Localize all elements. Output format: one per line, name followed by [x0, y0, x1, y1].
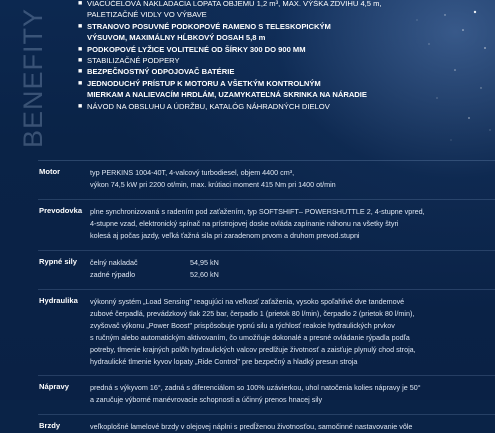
- spec-line: predná s výkyvom 16°, zadná s diferenciálom so 100% uzávierkou, uhol natočenia kolies nápravy je 50°: [90, 383, 421, 392]
- spec-label-napravy: Nápravy: [39, 382, 69, 391]
- spec-line: s ručným alebo automatickým aktivovaním, čo umožňuje dokonalé a presné ovládanie rýpadla podľa: [90, 333, 410, 342]
- bullet-icon: ■: [78, 0, 83, 7]
- spec-line: výkonný systém „Load Sensing" reagujúci na veľkosť zaťaženia, vysoko spoľahlivé dve tandemové: [90, 297, 405, 306]
- benefit-line: STABILIZAČNÉ PODPERY: [87, 56, 180, 66]
- benefit-line: VÝSUVOM, MAXIMÁLNY HĹBKOVÝ DOSAH 5,8 m: [87, 33, 266, 43]
- spec-label-prevodovka: Prevodovka: [39, 206, 83, 215]
- bullet-icon: ■: [78, 57, 83, 65]
- spec-line: výkon 74,5 kW pri 2200 ot/min, max. krútiaci moment 415 Nm pri 1400 ot/min: [90, 180, 336, 189]
- benefits-section-title: BENEFITY: [18, 7, 48, 148]
- benefit-item: [78, 21, 382, 44]
- benefit-line: PALETIZAČNÉ VIDLY VO VÝBAVE: [87, 10, 207, 20]
- benefit-line: STRANOVO POSUVNÉ PODKOPOVÉ RAMENO S TELESKOPICKÝM: [87, 21, 331, 31]
- spec-text-motor: [90, 167, 490, 191]
- bullet-icon: ■: [78, 102, 83, 110]
- benefit-line: NÁVOD NA OBSLUHU A ÚDRŽBU, KATALÓG NÁHRADNÝCH DIELOV: [87, 101, 330, 111]
- force-value: 54,95 kN: [190, 258, 219, 267]
- spec-text-prevodovka: [90, 206, 490, 242]
- force-value: 52,60 kN: [190, 270, 219, 279]
- benefit-line: MIERKAM A NALIEVACÍM HRDLÁM, UZAMYKATEĽNÁ SKRINKA NA NÁRADIE: [87, 90, 367, 100]
- spec-line: 4-stupne vzad, elektronický spínač na prístrojovej doske ovláda zapínanie náhonu na všetky štyri: [90, 219, 399, 228]
- bullet-icon: ■: [78, 79, 83, 87]
- spec-divider: [38, 250, 495, 251]
- spec-line: kolesá aj počas jazdy, veľká ťažná sila pri zaradenom prvom a druhom prevod.stupni: [90, 231, 360, 240]
- spec-label-hydraulika: Hydraulika: [39, 296, 78, 305]
- bullet-icon: ■: [78, 45, 83, 53]
- benefit-item: [78, 0, 382, 21]
- spec-label-rypne-sily: Rypné sily: [39, 257, 77, 266]
- benefit-line: PODKOPOVÉ LYŽICE VOLITEĽNÉ OD ŠÍRKY 300 DO 900 MM: [87, 44, 306, 54]
- benefit-item: [78, 78, 382, 101]
- benefits-list: [78, 0, 382, 112]
- spec-divider: [38, 414, 495, 415]
- spec-divider: [38, 199, 495, 200]
- benefit-item: [78, 55, 382, 66]
- spec-line: plne synchronizovaná s radením pod zaťažením, typ SOFTSHIFT– POWERSHUTTLE 2, 4-stupne vpred,: [90, 207, 425, 216]
- spec-label-motor: Motor: [39, 167, 61, 176]
- benefit-item: [78, 44, 382, 55]
- spec-line: potreby, tlmenie krajných polôh hydraulických valcov predlžuje životnosť a zaisťuje plynulý chod stroja,: [90, 345, 416, 354]
- benefit-item: [78, 66, 382, 77]
- benefit-line: BEZPEČNOSTNÝ ODPOJOVAČ BATÉRIE: [87, 67, 235, 77]
- spec-text-hydraulika: [90, 296, 490, 368]
- force-table: [90, 257, 230, 281]
- spec-text-brzdy: [90, 421, 490, 433]
- bullet-icon: ■: [78, 68, 83, 76]
- benefit-line: JEDNODUCHÝ PRÍSTUP K MOTORU A VŠETKÝM KONTROLNÝM: [87, 78, 321, 88]
- spec-line: veľkoplošné lamelové brzdy v olejovej náplni s predĺženou životnosťou, samočinné nastavovanie vôle: [90, 422, 413, 431]
- benefits-panel: [0, 0, 495, 150]
- bullet-icon: ■: [78, 22, 83, 30]
- spec-divider: [38, 289, 495, 290]
- spec-line: typ PERKINS 1004-40T, 4-valcový turbodiesel, objem 4400 cm³,: [90, 168, 295, 177]
- force-name: čelný nakladač: [90, 258, 138, 267]
- force-row: [90, 257, 230, 269]
- section-divider: [38, 160, 495, 161]
- spec-divider: [38, 375, 495, 376]
- spec-line: zubové čerpadlá, prevádzkový tlak 225 bar, čerpadlo 1 (prietok 80 l/min), čerpadlo 2 (prietok 80 l/min),: [90, 309, 415, 318]
- spec-line: a zaručuje výborné manévrovacie schopnosti a účinný prenos hnacej sily: [90, 395, 323, 404]
- spec-line: zvyšovač výkonu „Power Boost" prispôsobuje rypnú silu a rýchlosť reakcie hydraulických prvkov: [90, 321, 395, 330]
- force-row: [90, 269, 230, 281]
- spec-line: hydraulické tlmenie kyvov lopaty „Ride Control" pre bezpečný a hladký presun stroja: [90, 357, 358, 366]
- spec-text-napravy: [90, 382, 490, 406]
- force-name: zadné rýpadlo: [90, 270, 136, 279]
- benefit-line: VIACÚČELOVÁ NAKLADACIA LOPATA OBJEMU 1,2 m³, MAX. VÝŠKA ZDVIHU 4,5 m,: [87, 0, 382, 8]
- benefit-item: [78, 101, 382, 112]
- spec-label-brzdy: Brzdy: [39, 421, 61, 430]
